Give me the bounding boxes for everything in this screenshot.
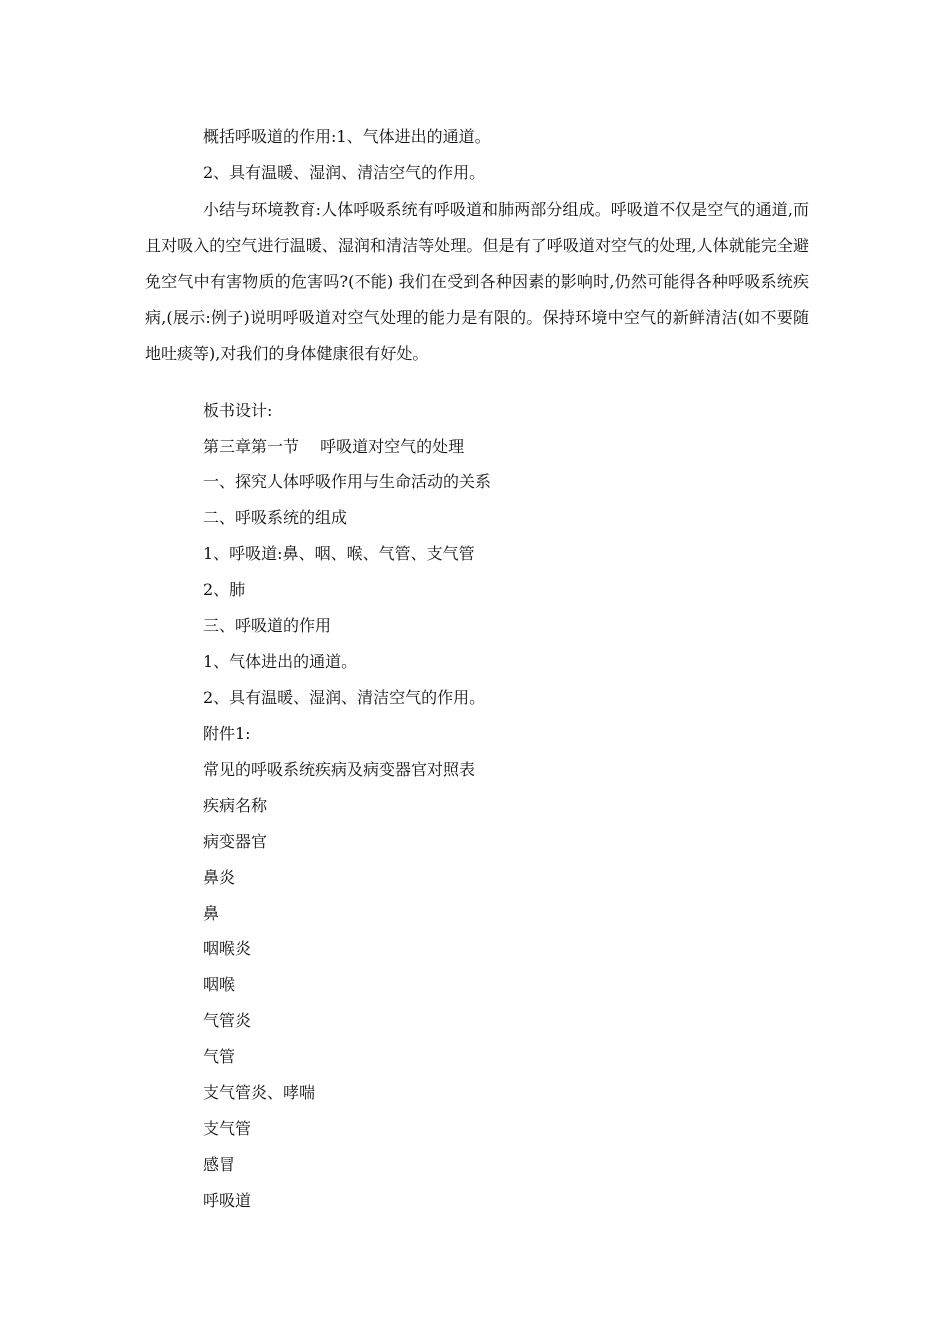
summary-line-2: 2、具有温暖、湿润、清洁空气的作用。 [203,163,486,182]
appendix-label: 附件1: [203,724,251,743]
board-item-2: 二、呼吸系统的组成 [203,508,348,527]
table-cell-organ: 气管 [203,1047,236,1066]
board-item-3: 三、呼吸道的作用 [203,616,332,635]
board-item-3-sub-2: 2、具有温暖、湿润、清洁空气的作用。 [203,688,486,707]
table-cell-organ: 呼吸道 [203,1191,252,1210]
table-cell-disease: 感冒 [203,1155,236,1174]
table-cell-organ: 咽喉 [203,975,236,994]
board-item-1: 一、探究人体呼吸作用与生命活动的关系 [203,472,492,491]
table-cell-disease: 咽喉炎 [203,939,252,958]
board-item-3-sub-1: 1、气体进出的通道。 [203,652,358,671]
table-header-organ: 病变器官 [203,832,268,851]
table-cell-organ: 支气管 [203,1119,252,1138]
table-cell-disease: 支气管炎、哮喘 [203,1083,316,1102]
board-design-title: 第三章第一节 呼吸道对空气的处理 [203,437,465,456]
board-item-2-sub-2: 2、肺 [203,580,246,599]
table-header-disease: 疾病名称 [203,796,268,815]
summary-line-1: 概括呼吸道的作用:1、气体进出的通道。 [203,127,491,146]
board-design-heading: 板书设计: [203,401,273,420]
table-cell-disease: 鼻炎 [203,868,236,887]
conclusion-paragraph: 小结与环境教育:人体呼吸系统有呼吸道和肺两部分组成。呼吸道不仅是空气的通道,而且对吸入的空气进行温暖、湿润和清洁等处理。但是有了呼吸道对空气的处理,人体就能完全避免空气中有害物质的危害吗?(不能) 我们在受到各种因素的影响时,仍然可能得各种呼吸系统疾病,(展示:例子)说明呼吸道对空气处理的能力是有限的。保持环境中空气的新鲜清洁(如不要随地吐痰等),对我们的身体健康很有好处。 [145,200,809,363]
table-cell-organ: 鼻 [203,904,220,923]
board-item-2-sub-1: 1、呼吸道:鼻、咽、喉、气管、支气管 [203,544,475,563]
appendix-table-title: 常见的呼吸系统疾病及病变器官对照表 [203,760,476,779]
table-cell-disease: 气管炎 [203,1011,252,1030]
